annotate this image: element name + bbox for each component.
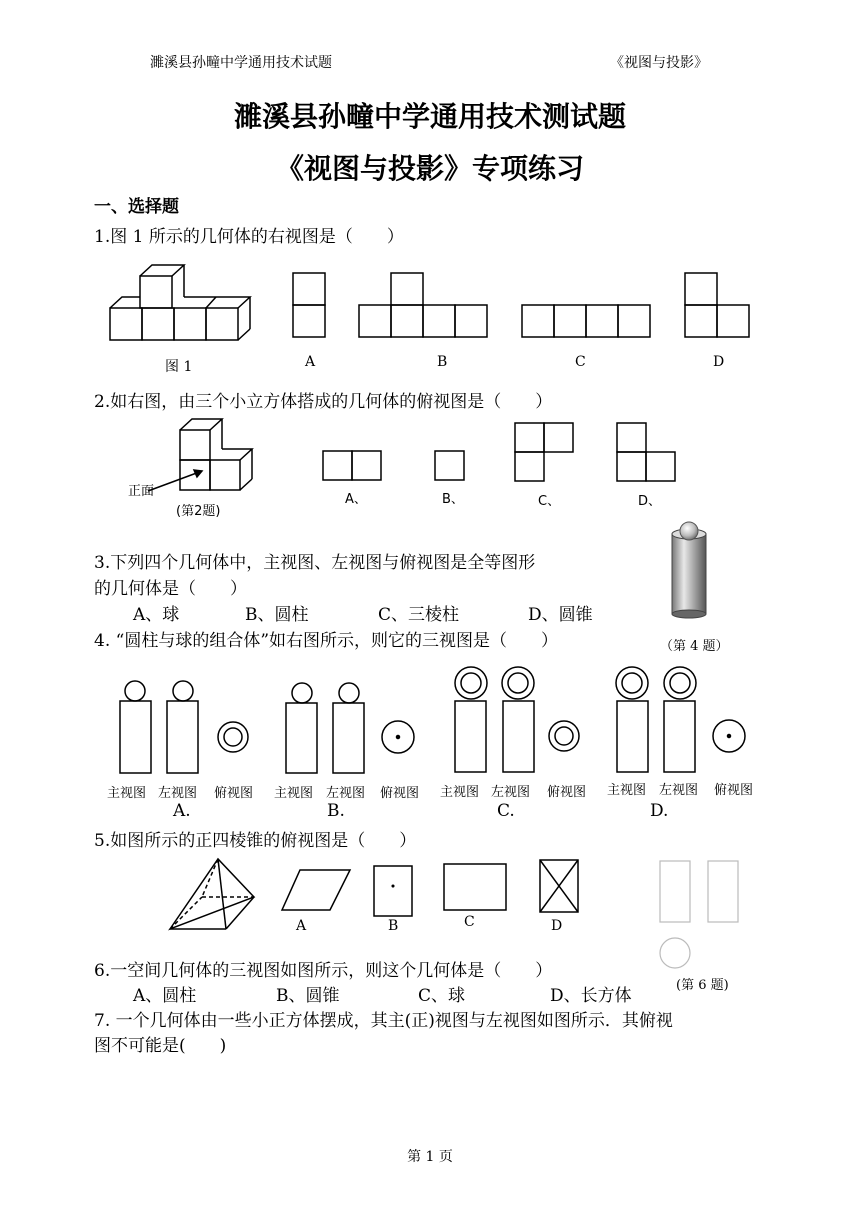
q1-figure-label: 图 1 [165, 359, 193, 375]
q5-option-a-figure [280, 868, 352, 914]
section-heading: 一、选择题 [94, 197, 179, 217]
question-4-text: 4. “圆柱与球的组合体”如右图所示，则它的三视图是（ ） [94, 631, 559, 651]
q4-figure-cylinder-sphere [664, 520, 714, 620]
q1-option-a-figure [292, 272, 328, 342]
q4-figure-label: （第 4 题） [660, 639, 729, 654]
q1-option-c[interactable]: C [575, 354, 586, 370]
q4-c-left-view-label: 左视图 [491, 785, 531, 800]
q4-a-front-view-label: 主视图 [107, 786, 147, 801]
q2-option-d[interactable]: D、 [638, 494, 662, 509]
q4-c-front-view-label: 主视图 [440, 785, 480, 800]
q1-option-d[interactable]: D [713, 354, 725, 370]
question-7-line2: 图不可能是( ) [94, 1036, 227, 1056]
q2-option-d-figure [616, 422, 678, 484]
q4-option-c-figure [445, 664, 595, 776]
q5-option-c[interactable]: C [464, 914, 475, 930]
question-3-line1: 3.下列四个几何体中，主视图、左视图与俯视图是全等图形 [94, 553, 536, 573]
q3-option-b[interactable]: B、圆柱 [245, 605, 309, 625]
q2-option-c[interactable]: C、 [538, 494, 561, 509]
question-1-text: 1.图 1 所示的几何体的右视图是（ ） [94, 227, 404, 247]
q4-option-c[interactable]: C. [497, 801, 515, 821]
q2-figure-label: (第2题) [176, 504, 221, 519]
q4-option-a-figure [110, 676, 260, 776]
q4-option-b-figure [275, 676, 425, 776]
q1-option-c-figure [521, 304, 653, 340]
q3-option-d[interactable]: D、圆锥 [528, 605, 593, 625]
q4-option-a[interactable]: A. [173, 801, 191, 821]
q4-d-top-view-label: 俯视图 [714, 783, 754, 798]
q5-option-d[interactable]: D [551, 918, 563, 934]
question-5-text: 5.如图所示的正四棱锥的俯视图是（ ） [94, 831, 417, 851]
page-number: 第 1 页 [407, 1149, 453, 1165]
q3-option-a[interactable]: A、球 [133, 605, 180, 625]
q4-option-d-figure [612, 664, 762, 776]
q5-option-b[interactable]: B [388, 918, 399, 934]
q6-option-a[interactable]: A、圆柱 [133, 986, 197, 1006]
q1-option-b-figure [358, 272, 490, 342]
q6-option-c[interactable]: C、球 [418, 986, 466, 1006]
header-right: 《视图与投影》 [610, 55, 708, 71]
question-2-text: 2.如右图，由三个小立方体搭成的几何体的俯视图是（ ） [94, 392, 553, 412]
q2-option-a[interactable]: A、 [345, 492, 367, 507]
page-title: 濉溪县孙疃中学通用技术测试题 [233, 100, 626, 133]
q1-option-b[interactable]: B [437, 354, 448, 370]
q4-c-top-view-label: 俯视图 [547, 785, 587, 800]
q4-a-left-view-label: 左视图 [158, 786, 198, 801]
q1-figure-3d-blocks [100, 258, 260, 348]
q4-d-front-view-label: 主视图 [607, 783, 647, 798]
q5-option-d-figure [538, 858, 582, 916]
q4-option-b[interactable]: B. [327, 801, 345, 821]
q1-option-d-figure [684, 272, 754, 342]
q4-b-top-view-label: 俯视图 [380, 786, 420, 801]
q6-figure-three-views [656, 858, 746, 970]
q2-option-a-figure [322, 450, 384, 482]
header-left: 濉溪县孙疃中学通用技术试题 [150, 55, 332, 71]
question-3-line2: 的几何体是（ ） [94, 579, 247, 599]
q4-b-front-view-label: 主视图 [274, 786, 314, 801]
q2-option-b-figure [434, 450, 466, 482]
q6-option-d[interactable]: D、长方体 [550, 986, 632, 1006]
q3-option-c[interactable]: C、三棱柱 [378, 605, 460, 625]
q4-option-d[interactable]: D. [650, 801, 669, 821]
q2-front-label: 正面 [128, 484, 155, 499]
q4-a-top-view-label: 俯视图 [214, 786, 254, 801]
q4-b-left-view-label: 左视图 [326, 786, 366, 801]
page-subtitle: 《视图与投影》专项练习 [275, 152, 584, 185]
q6-figure-label: (第 6 题) [676, 978, 729, 993]
question-7-line1: 7. 一个几何体由一些小正方体摆成，其主(正)视图与左视图如图所示．其俯视 [94, 1011, 673, 1031]
q5-option-b-figure [372, 864, 416, 920]
q5-option-c-figure [442, 862, 510, 914]
question-6-text: 6.一空间几何体的三视图如图所示，则这个几何体是（ ） [94, 961, 553, 981]
q6-option-b[interactable]: B、圆锥 [276, 986, 340, 1006]
q1-option-a[interactable]: A [305, 354, 316, 370]
q5-figure-pyramid [166, 857, 262, 935]
q5-option-a[interactable]: A [296, 918, 307, 934]
q2-option-c-figure [514, 422, 576, 484]
q4-d-left-view-label: 左视图 [659, 783, 699, 798]
q2-option-b[interactable]: B、 [442, 492, 464, 507]
